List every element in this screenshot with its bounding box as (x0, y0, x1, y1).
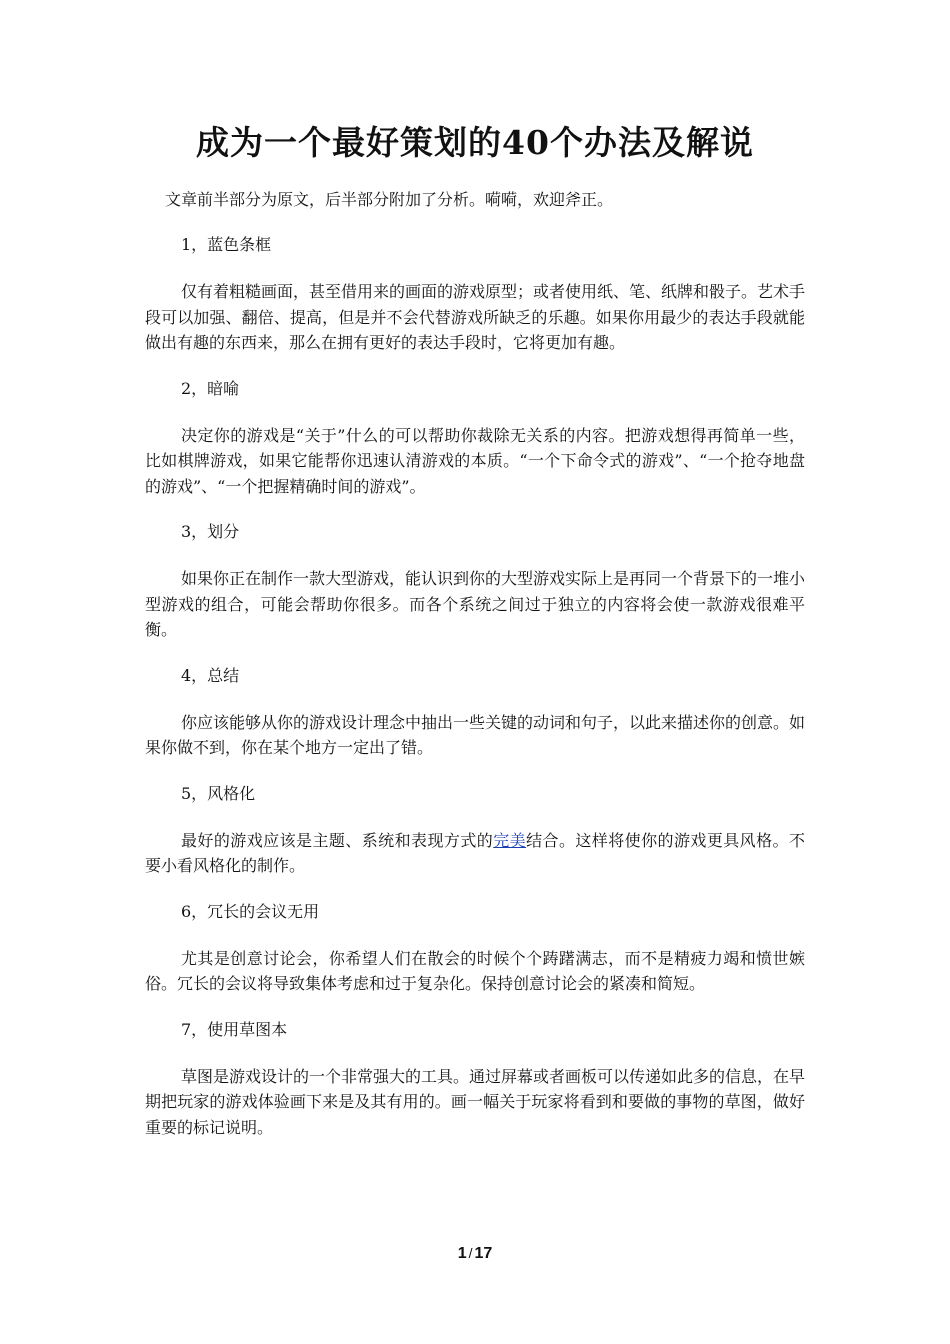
section-body-5-text-after: 结合。这样将使你的游戏更具风格。不要小看风格化的制作。 (145, 830, 805, 875)
page-number-separator: / (468, 1245, 473, 1261)
section-heading-7: 7，使用草图本 (181, 1019, 288, 1039)
intro-paragraph: 文章前半部分为原文，后半部分附加了分析。嗬嗬，欢迎斧正。 (165, 190, 614, 209)
document-title: 成为一个最好策划的40个办法及解说 (196, 123, 754, 162)
section-heading-3: 3，划分 (181, 522, 240, 541)
section-heading-1: 1，蓝色条框 (181, 235, 272, 254)
section-body-3: 如果你正在制作一款大型游戏，能认识到你的大型游戏实际上是再同一个背景下的一堆小型游戏的组合，可能会帮助你很多。而各个系统之间过于独立的内容将会使一款游戏很难平衡。 (145, 569, 806, 639)
perfect-link[interactable]: 完美 (493, 830, 527, 850)
section-body-5 (145, 828, 805, 879)
section-body-1: 仅有着粗糙画面，甚至借用来的画面的游戏原型；或者使用纸、笔、纸牌和骰子。艺术手段可以加强、翻倍、提高，但是并不会代替游戏所缺乏的乐趣。如果你用最少的表达手段就能做出有趣的东西来，那么在拥有更好的表达手段时，它将更加有趣。 (145, 282, 806, 352)
document-body (145, 232, 805, 1160)
section-heading-6: 6，冗长的会议无用 (181, 901, 320, 921)
page-number (0, 1243, 950, 1264)
section-heading-4: 4，总结 (181, 665, 240, 685)
section-body-6: 尤其是创意讨论会，你希望人们在散会的时候个个踌躇满志，而不是精疲力竭和愤世嫉俗。冗长的会议将导致集体考虑和过于复杂化。保持创意讨论会的紧凑和简短。 (145, 948, 805, 993)
section-body-7: 草图是游戏设计的一个非常强大的工具。通过屏幕或者画板可以传递如此多的信息，在早期把玩家的游戏体验画下来是及其有用的。画一幅关于玩家将看到和要做的事物的草图，做好重要的标记说明。 (145, 1066, 806, 1137)
total-page-count: 17 (474, 1245, 493, 1262)
current-page-number: 1 (457, 1245, 467, 1262)
section-body-5-text-before: 最好的游戏应该是主题、系统和表现方式的 (181, 830, 494, 850)
section-body-4: 你应该能够从你的游戏设计理念中抽出一些关键的动词和句子，以此来描述你的创意。如果你做不到，你在某个地方一定出了错。 (145, 712, 806, 757)
section-heading-5: 5，风格化 (181, 783, 256, 803)
section-heading-2: 2，暗喻 (181, 378, 240, 398)
section-body-2: 决定你的游戏是“关于”什么的可以帮助你裁除无关系的内容。把游戏想得再简单一些，比如棋牌游戏，如果它能帮你迅速认清游戏的本质。“一个下命令式的游戏”、“一个抢夺地盘的游戏”、“一个把握精确时间的游戏”。 (145, 425, 805, 496)
